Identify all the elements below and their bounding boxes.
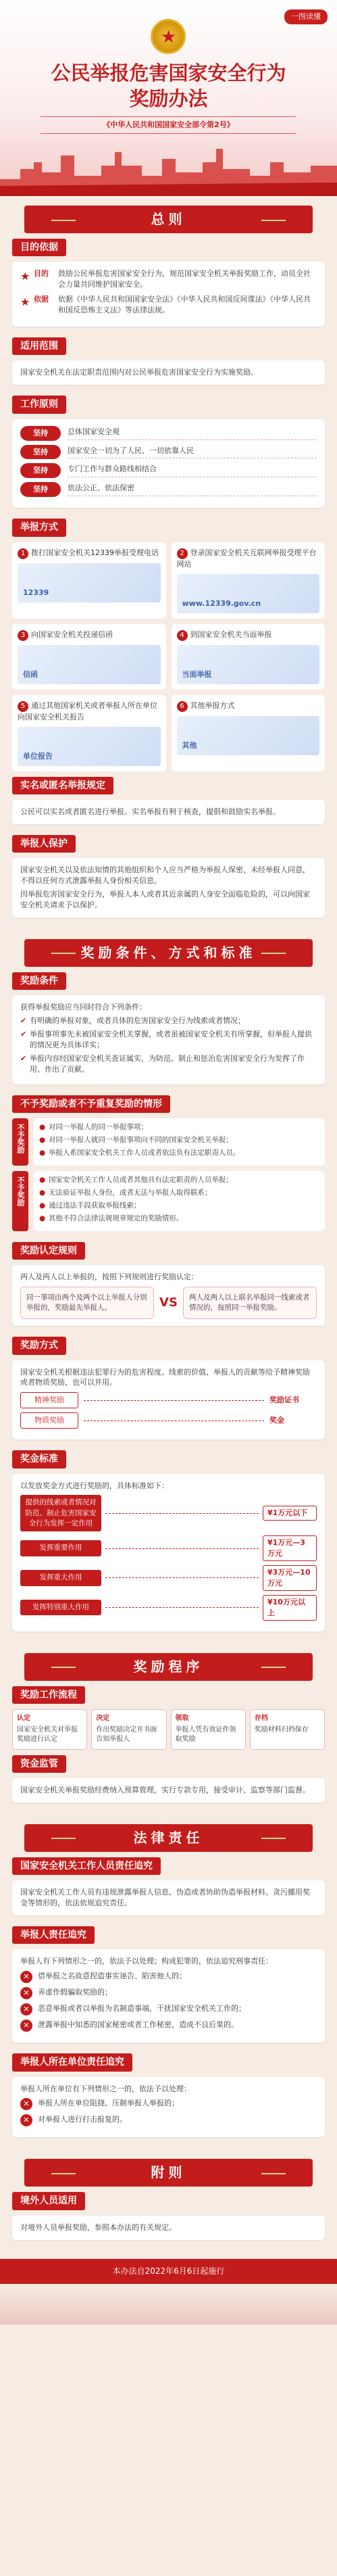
page-subtitle: 《中华人民共和国国家安全部令第2号》 xyxy=(41,116,296,134)
realname-title: 实名或匿名举报规定 xyxy=(12,777,113,794)
list-item: ✔ 举报内容经国家安全机关查证属实，为防范、制止和惩治危害国家安全行为发挥了作用、作出了贡献。 xyxy=(20,1053,305,1074)
flow-step: 领取 举报人凭有效证件领取奖励 xyxy=(171,1709,246,1750)
person-card: 举报人有下列情形之一的，依法予以处理；构成犯罪的，依法追究刑事责任： ✕ 借举报之名故意捏造事实诬告、陷害他人的； ✕ 弄虚作假骗取奖励的； ✕ 恶意举报或者以举报为名制造事端，干扰国家安全机关工作的； ✕ 泄露举报中知悉的国家秘密或者工作秘密，造成不良后果的。 xyxy=(12,1949,325,2043)
star-icon: ★ xyxy=(20,270,30,283)
list-item: ✔ 举报事项事先未被国家安全机关掌握，或者虽被国家安全机关有所掌握，但举报人提供的情况更为具体详实； xyxy=(20,1029,312,1049)
list-item: ● 举报人系国家安全机关工作人员或者依法负有法定职责人员。 xyxy=(38,1149,240,1158)
flow-steps xyxy=(12,1709,325,1750)
reward-banner: 奖励条件、方式和标准 xyxy=(24,939,313,967)
realname-card: 公民可以实名或者匿名进行举报。实名举报有利于核查，提倡和鼓励实名举报。 xyxy=(12,800,325,824)
ways-title: 举报方式 xyxy=(12,519,66,536)
flow-step: 认定 国家安全机关对举报奖励进行认定 xyxy=(12,1709,87,1750)
cross-icon: ✕ xyxy=(20,2098,32,2110)
effective-date: 本办法自2022年6月6日起施行 xyxy=(0,2259,337,2284)
cross-icon: ✕ xyxy=(20,1987,32,1999)
no-group: 不予奖励 ● 国家安全机关工作人员或者其他具有法定职责的人员举报； ● 无法验证举报人身份，或者无法与举报人取得联系； ● 通过违法手段获取举报线索； ● 其他不符合法律法规规章规定的奖励情形。 xyxy=(12,1171,325,1231)
list-item: ● 国家安全机关工作人员或者其他具有法定职责的人员举报； xyxy=(38,1175,233,1184)
principle-row: 坚持 总体国家安全观 xyxy=(20,426,317,441)
way-phone[interactable]: 1 拨打国家安全机关12339举报受理电话 12339 xyxy=(12,542,166,619)
unit-title: 举报人所在单位责任追究 xyxy=(12,2053,132,2071)
std-card: 以发放奖金方式进行奖励的，具体标准如下： 提供的线索或者情况对防范、制止危害国家安全行为发挥一定作用 ¥1万元以下 发挥重要作用 ¥1万元—3万元 发挥重大作用 ¥3万元—10万元 发挥特别重大作用 ¥10万元以上 xyxy=(12,1474,325,1631)
way-website[interactable]: 2 登录国家安全机关互联网举报受理平台网站 www.12339.gov.cn xyxy=(172,542,326,619)
way-card: 国家安全机关根据违法犯罪行为的危害程度、线索的价值、举报人的贡献等给予精神奖励或者物质奖励，也可以并用。 精神奖励 奖励证书 物质奖励 奖金 xyxy=(12,1360,325,1440)
list-item: ● 对同一举报人就同一举报事项向不同的国家安全机关举报； xyxy=(38,1136,233,1145)
principle-card xyxy=(12,419,325,508)
general-banner: 总则 xyxy=(24,206,313,233)
list-item: ✕ 借举报之名故意捏造事实诬告、陷害他人的； xyxy=(20,1971,317,1983)
footer-skyline-decoration xyxy=(0,2284,337,2324)
reward-section xyxy=(0,930,337,1644)
annex-banner: 附则 xyxy=(24,2159,313,2187)
way-title: 奖励方式 xyxy=(12,1337,66,1354)
principle-row: 坚持 专门工作与群众路线相结合 xyxy=(20,463,317,478)
overseas-title: 境外人员适用 xyxy=(12,2192,85,2210)
ident-box-b: 两人及两人以上联名举报同一线索或者情况的，按照同一举报奖励。 xyxy=(183,1287,317,1319)
way-letter[interactable]: 3 向国家安全机关投递信函 信函 xyxy=(12,624,166,690)
list-item: ● 其他不符合法律法规规章规定的奖励情形。 xyxy=(38,1214,184,1223)
way-unit[interactable]: 5 通过其他国家机关或者举报人所在单位向国家安全机关报告 单位报告 xyxy=(12,695,166,771)
overseas-card: 对境外人员举报奖励，参照本办法的有关规定。 xyxy=(12,2216,325,2240)
check-icon: ✔ xyxy=(20,1029,27,1039)
cross-icon: ✕ xyxy=(20,1971,32,1983)
protect-card: 国家安全机关以及依法知情的其他组织和个人应当严格为举报人保密，未经举报人同意，不得以任何方式泄露举报人身份相关信息。 因举报危害国家安全行为，举报人本人或者其近亲属的人身安全面临危险的，可以向国家安全机关请求予以保护。 xyxy=(12,858,325,917)
flow-title: 奖励工作流程 xyxy=(12,1686,85,1704)
std-title: 奖金标准 xyxy=(12,1450,66,1468)
principle-row: 坚持 国家安全一切为了人民、一切依靠人民 xyxy=(20,445,317,460)
flow-step: 存档 奖励材料归档保存 xyxy=(250,1709,325,1750)
general-section xyxy=(0,196,337,930)
hero-header xyxy=(0,0,337,196)
procedure-section xyxy=(0,1644,337,1815)
list-item: ✔ 有明确的举报对象，或者具体的危害国家安全行为线索或者情况； xyxy=(20,1016,245,1026)
person-title: 举报人责任追究 xyxy=(12,1926,95,1944)
skyline-decoration-icon xyxy=(0,142,337,196)
list-item: ● 通过违法手段获取举报线索； xyxy=(38,1201,141,1210)
liability-section xyxy=(0,1815,337,2150)
staff-title: 国家安全机关工作人员责任追究 xyxy=(12,1857,161,1875)
way-option: 精神奖励 奖励证书 xyxy=(20,1392,317,1408)
cross-icon: ✕ xyxy=(20,2003,32,2016)
protect-title: 举报人保护 xyxy=(12,835,76,853)
phone-icon: 12339 xyxy=(18,563,161,602)
procedure-banner: 奖励程序 xyxy=(24,1653,313,1681)
list-item: ✕ 举报人所在单位阻挠、压制举报人举报的； xyxy=(20,2098,317,2110)
check-icon: ✔ xyxy=(20,1053,27,1063)
list-item: ● 无法验证举报人身份，或者无法与举报人取得联系； xyxy=(38,1188,212,1197)
purpose-title: 目的依据 xyxy=(12,239,66,256)
no-group: 不予奖励 ● 对同一举报人的同一举报事项； ● 对同一举报人就同一举报事项向不同的国家安全机关举报； ● 举报人系国家安全机关工作人员或者依法负有法定职责人员。 xyxy=(12,1118,325,1166)
cond-card: 获得举报奖励应当同时符合下列条件： ✔ 有明确的举报对象，或者具体的危害国家安全行为线索或者情况； ✔ 举报事项事先未被国家安全机关掌握，或者虽被国家安全机关有所掌握，但举报人提供的情况更为具体详实； ✔ 举报内容经国家安全机关查证属实，为防范、制止和惩治危害国家安全行为发挥了作用、作出了贡献。 xyxy=(12,995,325,1084)
ident-card: 两人及两人以上举报的，按照下列规则进行奖励认定： 同一事项由两个及两个以上举报人分别举报的，奖励最先举报人。 VS 两人及两人以上联名举报同一线索或者情况的，按照同一举报奖励。 xyxy=(12,1265,325,1326)
fund-title: 资金监管 xyxy=(12,1755,66,1773)
scope-title: 适用范围 xyxy=(12,337,66,355)
staff-card: 国家安全机关工作人员有违规泄露举报人信息、伪造或者协助伪造举报材料、贪污挪用奖金等情形的，依法依规追究责任。 xyxy=(12,1880,325,1915)
purpose-row: ★ 目的 鼓励公民举报危害国家安全行为，规范国家安全机关举报奖励工作，动员全社会力量共同维护国家安全。 xyxy=(20,269,311,289)
cross-icon: ✕ xyxy=(20,2020,32,2032)
ident-box-a: 同一事项由两个及两个以上举报人分别举报的，奖励最先举报人。 xyxy=(20,1287,154,1319)
list-item: ✕ 恶意举报或者以举报为名制造事端，干扰国家安全机关工作的； xyxy=(20,2003,317,2016)
vs-icon: VS xyxy=(159,1295,178,1310)
computer-icon: www.12339.gov.cn xyxy=(177,574,320,613)
level-row: 发挥重大作用 ¥3万元—10万元 xyxy=(20,1565,317,1591)
reading-tag[interactable]: 一图读懂 xyxy=(284,9,328,24)
purpose-card xyxy=(12,262,325,327)
liability-banner: 法律责任 xyxy=(24,1824,313,1852)
mailbox-icon: 信函 xyxy=(18,645,161,684)
fund-card: 国家安全机关举报奖励经费纳入预算管理，实行专款专用，接受审计、监察等部门监督。 xyxy=(12,1778,325,1803)
page-title: 公民举报危害国家安全行为 奖励办法 xyxy=(51,62,286,110)
other-icon: 其他 xyxy=(177,716,320,755)
check-icon: ✔ xyxy=(20,1016,27,1026)
list-item: ✕ 对举报人进行打击报复的。 xyxy=(20,2114,317,2126)
way-option: 物质奖励 奖金 xyxy=(20,1412,317,1429)
ident-title: 奖励认定规则 xyxy=(12,1242,85,1260)
flow-step: 决定 作出奖励决定并书面告知举报人 xyxy=(91,1709,166,1750)
national-emblem-icon xyxy=(151,19,186,54)
list-item: ✕ 弄虚作假骗取奖励的； xyxy=(20,1987,317,1999)
way-other[interactable]: 6 其他举报方式 其他 xyxy=(172,695,326,771)
list-item: ✕ 泄露举报中知悉的国家秘密或者工作秘密，造成不良后果的。 xyxy=(20,2020,317,2032)
no-title: 不予奖励或者不予重复奖励的情形 xyxy=(12,1095,170,1113)
level-row: 发挥重要作用 ¥1万元—3万元 xyxy=(20,1535,317,1561)
cross-icon: ✕ xyxy=(20,2114,32,2126)
principle-title: 工作原则 xyxy=(12,396,66,413)
level-row: 提供的线索或者情况对防范、制止危害国家安全行为发挥一定作用 ¥1万元以下 xyxy=(20,1495,317,1531)
list-item: ● 对同一举报人的同一举报事项； xyxy=(38,1123,148,1131)
level-row: 发挥特别重大作用 ¥10万元以上 xyxy=(20,1595,317,1621)
building-icon: 单位报告 xyxy=(18,727,161,766)
unit-card: 举报人所在单位有下列情形之一的，依法予以处理： ✕ 举报人所在单位阻挠、压制举报人举报的； ✕ 对举报人进行打击报复的。 xyxy=(12,2077,325,2138)
way-in-person[interactable]: 4 到国家安全机关当面举报 当面举报 xyxy=(172,624,326,690)
purpose-row: ★ 依据 依据《中华人民共和国国家安全法》《中华人民共和国反间谍法》《中华人民共和国反恐怖主义法》等法律法规。 xyxy=(20,295,311,315)
people-icon: 当面举报 xyxy=(177,645,320,684)
scope-card: 国家安全机关在法定职责范围内对公民举报危害国家安全行为实施奖励。 xyxy=(12,360,325,385)
cond-title: 奖励条件 xyxy=(12,972,66,990)
principle-row: 坚持 依法公正、依法保密 xyxy=(20,482,317,497)
star-icon: ★ xyxy=(20,295,30,309)
annex-section xyxy=(0,2149,337,2251)
ways-grid xyxy=(12,542,325,771)
